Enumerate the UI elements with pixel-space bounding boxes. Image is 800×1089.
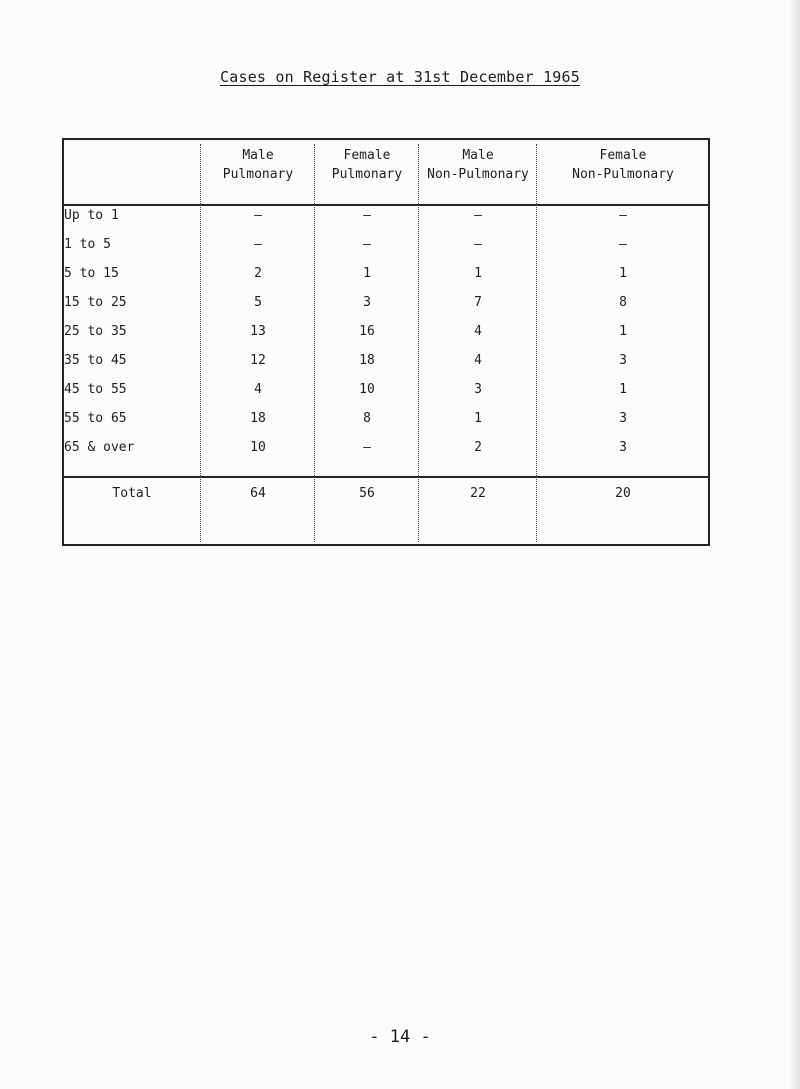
row-label: 5 to 15 xyxy=(64,266,119,281)
table-cell: 1 xyxy=(619,324,627,339)
table-cell: 16 xyxy=(359,324,375,339)
row-label: 25 to 35 xyxy=(64,324,127,339)
table-cell: 5 xyxy=(254,295,262,310)
table-cell: 1 xyxy=(363,266,371,281)
table-cell: 3 xyxy=(474,382,482,397)
page-title: Cases on Register at 31st December 1965 xyxy=(220,68,580,86)
table-cell: 8 xyxy=(363,411,371,426)
table-cell: 12 xyxy=(250,353,266,368)
column-separator xyxy=(536,144,537,542)
table-bottom-border xyxy=(62,544,710,546)
column-header-female-non-pulmonary: Female Non-Pulmonary xyxy=(572,148,674,182)
table-cell: – xyxy=(363,208,371,223)
table-cell: 1 xyxy=(474,266,482,281)
column-separator xyxy=(418,144,419,542)
table-cell: 18 xyxy=(359,353,375,368)
table-cell: 1 xyxy=(619,266,627,281)
table-left-border xyxy=(62,138,64,546)
page-number: - 14 - xyxy=(369,1027,431,1047)
table-right-border xyxy=(708,138,710,546)
table-cell: 1 xyxy=(474,411,482,426)
row-label: 55 to 65 xyxy=(64,411,127,426)
table-cell: – xyxy=(363,440,371,455)
cases-table xyxy=(62,138,710,546)
row-label: 45 to 55 xyxy=(64,382,127,397)
table-cell: – xyxy=(474,208,482,223)
table-cell: 3 xyxy=(619,353,627,368)
row-label: 65 & over xyxy=(64,440,135,455)
total-cell: 56 xyxy=(359,486,375,501)
table-cell: 1 xyxy=(619,382,627,397)
table-cell: 2 xyxy=(254,266,262,281)
column-separator xyxy=(314,144,315,542)
column-header-female-pulmonary: Female Pulmonary xyxy=(331,148,403,182)
row-label: 15 to 25 xyxy=(64,295,127,310)
total-label: Total xyxy=(112,486,152,501)
table-cell: 3 xyxy=(363,295,371,310)
total-cell: 64 xyxy=(250,486,266,501)
table-cell: 4 xyxy=(474,353,482,368)
column-header-male-pulmonary: Male Pulmonary xyxy=(222,148,294,182)
table-cell: 3 xyxy=(619,440,627,455)
table-cell: 10 xyxy=(250,440,266,455)
total-cell: 22 xyxy=(470,486,486,501)
table-cell: 4 xyxy=(254,382,262,397)
table-cell: 7 xyxy=(474,295,482,310)
table-cell: – xyxy=(254,208,262,223)
page-edge-shadow xyxy=(788,0,800,1089)
row-label: Up to 1 xyxy=(64,208,119,223)
total-divider xyxy=(62,476,710,478)
table-cell: – xyxy=(363,237,371,252)
table-cell: – xyxy=(474,237,482,252)
table-cell: – xyxy=(619,237,627,252)
table-top-border xyxy=(62,138,710,140)
table-cell: 10 xyxy=(359,382,375,397)
table-cell: 4 xyxy=(474,324,482,339)
table-cell: – xyxy=(619,208,627,223)
table-cell: 3 xyxy=(619,411,627,426)
table-cell: 8 xyxy=(619,295,627,310)
row-label: 1 to 5 xyxy=(64,237,111,252)
row-label: 35 to 45 xyxy=(64,353,127,368)
total-cell: 20 xyxy=(615,486,631,501)
column-separator xyxy=(200,144,201,542)
table-cell: 2 xyxy=(474,440,482,455)
table-cell: 13 xyxy=(250,324,266,339)
column-header-male-non-pulmonary: Male Non-Pulmonary xyxy=(427,148,529,182)
header-divider xyxy=(62,204,710,206)
table-cell: 18 xyxy=(250,411,266,426)
table-cell: – xyxy=(254,237,262,252)
